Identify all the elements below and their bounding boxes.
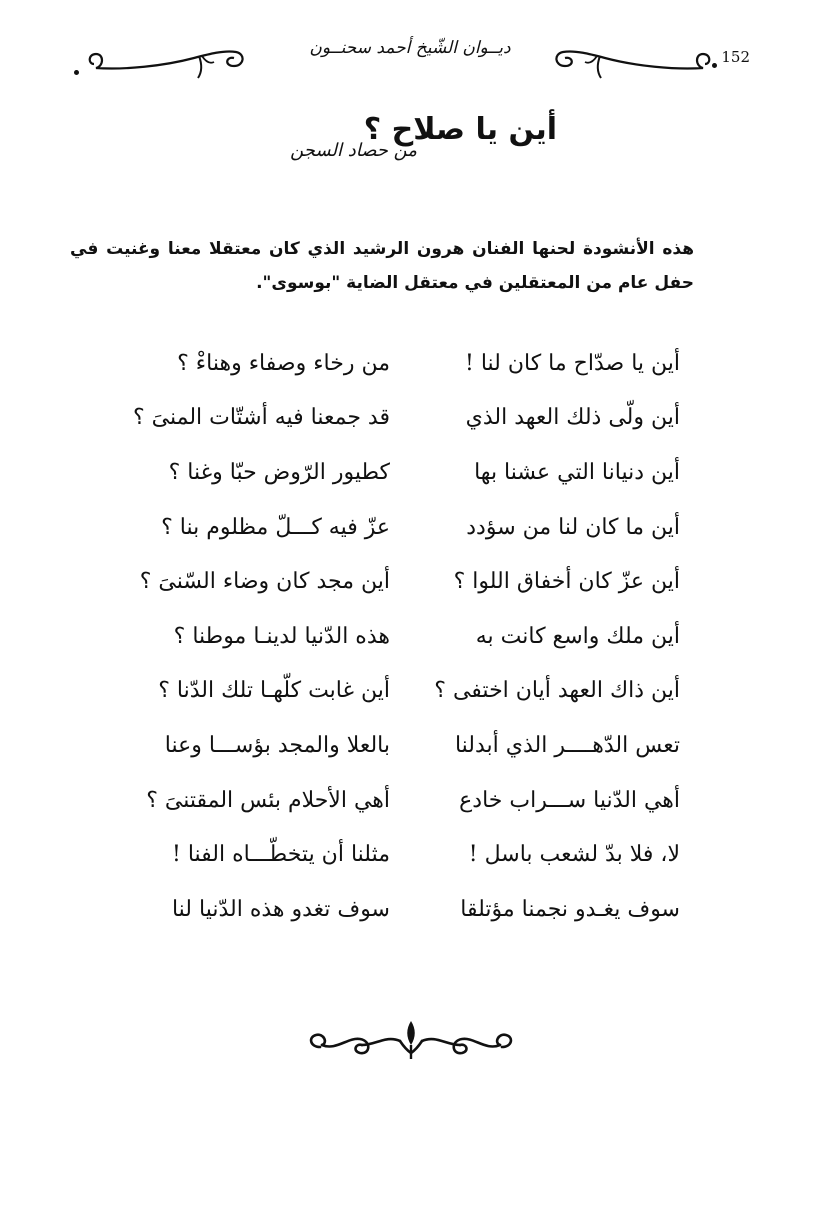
verse-second-hemistich: هذه الدّنيا لدينـا موطنا ؟ — [173, 623, 390, 649]
verse-first-hemistich: أين ذاك العهد أيان اختفى ؟ — [434, 678, 680, 704]
page-number: 152 — [721, 48, 750, 66]
verse-second-hemistich: كطيور الرّوض حبّا وغنا ؟ — [168, 459, 390, 485]
verse — [140, 554, 680, 609]
verse-second-hemistich: عزّ فيه كـــلّ مظلوم بنا ؟ — [161, 514, 390, 540]
verse-second-hemistich: مثلنا أن يتخطّـــاه الفنا ! — [172, 842, 390, 868]
verse — [140, 773, 680, 828]
header-title: ديــوان الشّيخ أحمد سحنــون — [309, 38, 511, 58]
verse — [140, 664, 680, 719]
verse — [140, 500, 680, 555]
verse — [140, 718, 680, 773]
scroll-ornament-left-icon — [84, 40, 254, 80]
poem-body — [132, 336, 680, 937]
verse-second-hemistich: من رخاء وصفاء وهناءْ ؟ — [177, 350, 390, 376]
verse-second-hemistich: أين مجد كان وضاء السّنىَ ؟ — [139, 569, 390, 595]
verse — [140, 827, 680, 882]
verse-first-hemistich: أين ولّى ذلك العهد الذي — [465, 405, 680, 431]
verse — [140, 445, 680, 500]
intro-paragraph: هذه الأنشودة لحنها الفنان هرون الرشيد الذي كان معتقلا معنا وغنيت في حفل عام من المعتقلين في معتقل الضاية "بوسوى". — [70, 239, 694, 293]
page-header — [0, 18, 822, 78]
poem-subtitle: من حصاد السجن — [290, 140, 417, 161]
verse-first-hemistich: أهي الدّنيا ســـراب خادع — [459, 787, 680, 813]
bullet-dot — [712, 63, 717, 68]
fleuron-ornament-icon — [300, 1015, 522, 1065]
verse-second-hemistich: أهي الأحلام بئس المقتنىَ ؟ — [146, 787, 390, 813]
verse-first-hemistich: أين ما كان لنا من سؤدد — [466, 514, 680, 540]
verse-second-hemistich: بالعلا والمجد بؤســـا وعنا — [164, 732, 390, 758]
bullet-dot — [74, 70, 79, 75]
verse — [140, 882, 680, 937]
verse-first-hemistich: أين ملك واسع كانت به — [475, 623, 680, 649]
verse — [132, 391, 680, 446]
poem-title: أين يا صلاح ؟ — [363, 112, 557, 147]
scroll-ornament-right-icon — [545, 40, 715, 80]
verse-first-hemistich: تعس الدّهــــر الذي أبدلنا — [454, 732, 680, 758]
verse-second-hemistich: سوف تغدو هذه الدّنيا لنا — [171, 896, 390, 922]
verse — [140, 609, 680, 664]
verse-first-hemistich: أين يا صدّاح ما كان لنا ! — [464, 350, 680, 376]
verse-first-hemistich: أين دنيانا التي عشنا بها — [474, 459, 680, 485]
verse — [140, 336, 680, 391]
verse-first-hemistich: أين عزّ كان أخفاق اللوا ؟ — [453, 569, 680, 595]
verse-second-hemistich: قد جمعنا فيه أشتّات المنىَ ؟ — [132, 405, 390, 431]
verse-first-hemistich: لا، فلا بدّ لشعب باسل ! — [468, 842, 680, 868]
verse-first-hemistich: سوف يغـدو نجمنا مؤتلقا — [460, 896, 680, 922]
verse-second-hemistich: أين غابت كلّهـا تلك الدّنا ؟ — [158, 678, 390, 704]
